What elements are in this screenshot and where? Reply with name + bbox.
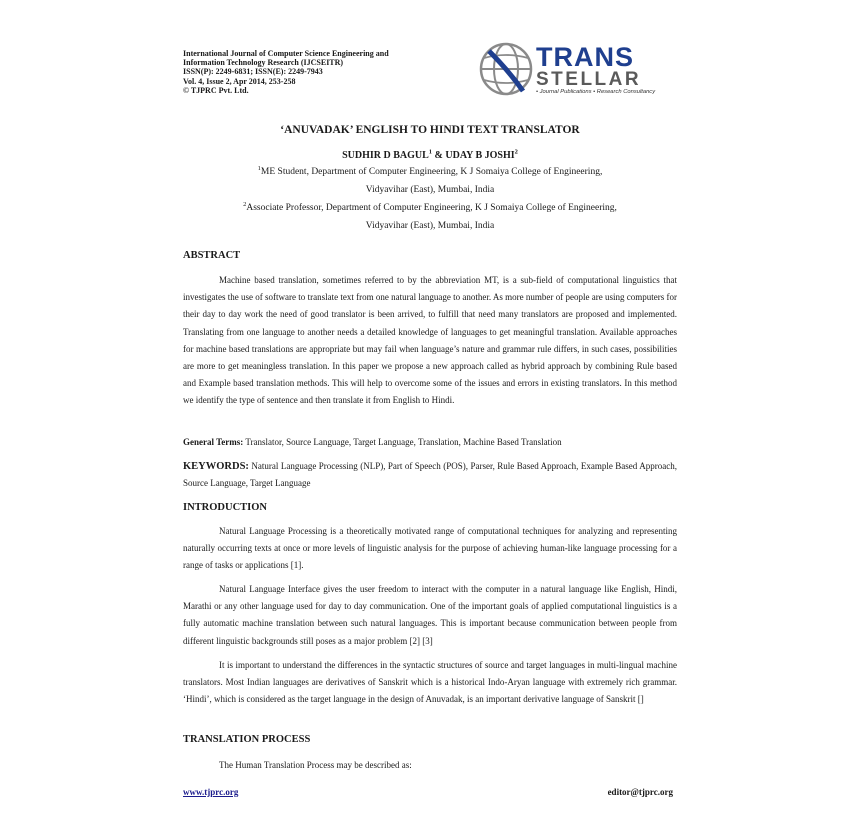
footer-email: editor@tjprc.org [607, 787, 673, 797]
keywords-label: KEYWORDS: [183, 461, 249, 472]
section-heading-introduction: INTRODUCTION [183, 502, 268, 513]
logo-word-trans: TRANS [536, 42, 634, 72]
intro-paragraph: Natural Language Interface gives the user freedom to interact with the computer in a natural language like English, Hindi, Marathi or any other language used for day to day communication. One of the important goals of applied computational linguistics is a fully automatic machine translation between such natural languages. This is important because communication between people from different linguistic backgrounds still poses as a major problem [2] [3] [183, 584, 677, 646]
general-terms: General Terms: Translator, Source Language, Target Language, Translation, Machine Based Translation [183, 437, 562, 447]
author-affil-number: 2 [514, 148, 518, 156]
intro-paragraph: It is important to understand the differences in the syntactic structures of source and target languages in multi-lingual machine translators. Most Indian languages are derivatives of Sanskrit which is a historical Indo-Aryan language with extremely rich grammar. ‘Hindi’, which is considered as the target language in the design of Anuvadak, is an important derivative language of Sanskrit [] [183, 660, 677, 705]
affil-number: 2 [243, 200, 247, 208]
keywords: KEYWORDS: Natural Language Processing (NLP), Part of Speech (POS), Parser, Rule Based Approach, Example Based Approach, Source Language, Target Language [183, 461, 677, 489]
general-terms-label: General Terms: [183, 437, 244, 447]
journal-line: ISSN(P): 2249-6831; ISSN(E): 2249-7943 [183, 67, 323, 77]
author-name: UDAY B JOSHI [445, 150, 515, 161]
section-heading-abstract: ABSTRACT [183, 250, 241, 261]
author-affil-number: 1 [428, 148, 433, 156]
paper-title: ‘ANUVADAK’ ENGLISH TO HINDI TEXT TRANSLATOR [280, 124, 580, 136]
affiliation-line: Vidyavihar (East), Mumbai, India [365, 221, 495, 231]
section-heading-translation-process: TRANSLATION PROCESS [183, 734, 311, 745]
author-separator: & [432, 150, 446, 161]
affil-number: 1 [257, 164, 261, 172]
journal-info [183, 49, 443, 95]
paper-authors [0, 150, 860, 161]
author-name: SUDHIR D BAGUL [342, 150, 429, 161]
affiliation-line: $^1$ME Student, Department of Computer Engineering, K J Somaiya College of Engineering, [257, 164, 603, 177]
journal-line: © TJPRC Pvt. Ltd. [183, 85, 249, 95]
affiliation-line: Vidyavihar (East), Mumbai, India [365, 185, 495, 195]
footer-website-link[interactable]: www.tjprc.org [183, 787, 239, 797]
globe-icon [481, 44, 531, 94]
translation-process-text: The Human Translation Process may be described as: [219, 760, 412, 770]
logo-tagline: • Journal Publications • Research Consultancy [536, 89, 656, 95]
journal-line: Information Technology Research (IJCSEITR) [183, 58, 344, 68]
logo-word-stellar: STELLAR [536, 69, 642, 90]
intro-paragraph: Natural Language Processing is a theoretically motivated range of computational techniques for analyzing and representing naturally occurring texts at once or more levels of linguistic analysis for the purpose of achieving human-like language processing for a range of tasks or applications [1]. [183, 526, 677, 571]
journal-line: International Journal of Computer Science Engineering and [183, 49, 389, 58]
affiliation-line: $^2$Associate Professor, Department of Computer Engineering, K J Somaiya College of Engineering, [243, 200, 617, 213]
abstract-text: Machine based translation, sometimes referred to by the abbreviation MT, is a sub-field of computational linguistics that investigates the use of software to translate text from one natural language to another. As more number of people are using computers for their day to day work the need of good translator is been arrived, to fulfill that need many translators are proposed and implemented. Translating from one language to another needs a detailed knowledge of languages to get meaningful translation. Available approaches for machine based translations are appropriate but may fail when language’s nature and grammar rule differs, in such cases, possibilities are more to get meaningless translation. In this paper we propose a new approach called as hybrid approach by combining Rule based and Example based translation methods. This will help to overcome some of the issues and errors in existing translators. In this method we identify the type of sentence and then translate it from English to Hindi. [183, 275, 677, 406]
transstellar-logo [479, 41, 677, 97]
journal-line: Vol. 4, Issue 2, Apr 2014, 253-258 [183, 76, 296, 86]
